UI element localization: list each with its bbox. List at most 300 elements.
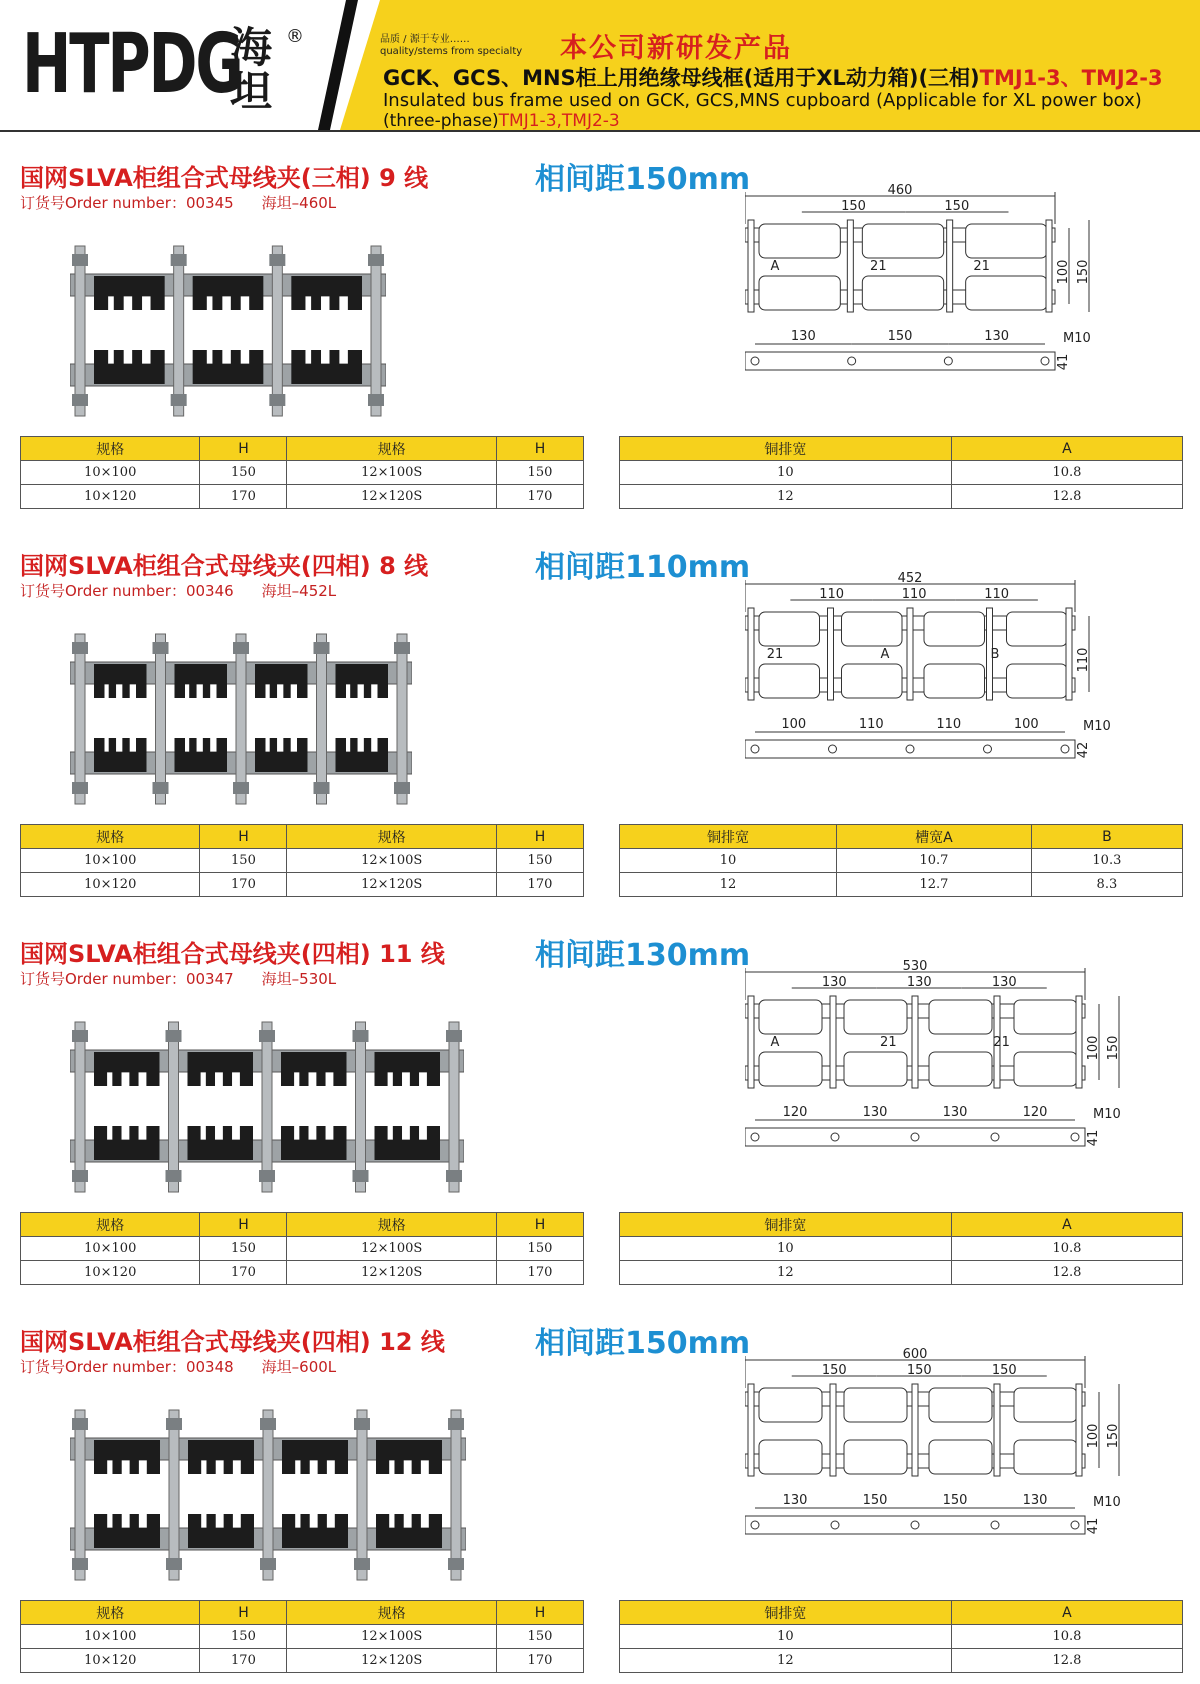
rod-outline xyxy=(1076,996,1082,1088)
support-rod xyxy=(169,1022,179,1192)
table-header-cell: 铜排宽 xyxy=(620,825,837,849)
nut xyxy=(354,1558,370,1570)
rod-outline xyxy=(830,996,836,1088)
total-dimension-label: 452 xyxy=(897,572,923,586)
clamp-top xyxy=(94,1052,160,1086)
table-row xyxy=(620,1237,1183,1261)
table-row xyxy=(620,1625,1183,1649)
technical-drawing xyxy=(745,960,1145,1160)
base-dimension-label: 130 xyxy=(862,1105,888,1120)
table-row xyxy=(21,1625,584,1649)
base-dimension-label: 130 xyxy=(782,1493,808,1508)
module-dimension-label: 150 xyxy=(906,1363,932,1378)
phase-spacing: 相间距130mm xyxy=(535,938,751,973)
nut xyxy=(171,254,187,266)
nut xyxy=(314,642,330,654)
product-section xyxy=(0,532,1200,920)
rod-outline xyxy=(912,1384,918,1476)
clamp-outline-top xyxy=(966,224,1047,258)
model-code: 海坦–460L xyxy=(261,194,337,212)
nut xyxy=(448,1558,464,1570)
table-cell: 12.8 xyxy=(951,1261,1182,1285)
table-cell: 12 xyxy=(620,1261,952,1285)
clamp-outline-top xyxy=(842,612,903,646)
module-dimension-label: 130 xyxy=(821,975,847,990)
clamp-outline-top xyxy=(759,612,820,646)
support-rod xyxy=(156,634,166,804)
order-info xyxy=(20,1356,336,1377)
clamp-outline-bottom xyxy=(759,1440,822,1474)
logo-text: HTPDG xyxy=(22,17,242,112)
height-inner-label: 100 xyxy=(1086,1035,1101,1061)
nut xyxy=(394,642,410,654)
table-row xyxy=(21,485,584,509)
table-header-cell: B xyxy=(1031,825,1182,849)
thickness-label: 41 xyxy=(1086,1129,1101,1147)
base-dimension-label: 130 xyxy=(790,329,816,344)
table-header-cell: 规格 xyxy=(287,437,496,461)
table-cell: 12 xyxy=(620,873,837,897)
support-rod xyxy=(449,1022,459,1192)
table-cell: 150 xyxy=(496,1237,583,1261)
header-subtitle xyxy=(383,62,1163,92)
clamp-top xyxy=(94,1440,160,1474)
height-inner-label: 100 xyxy=(1056,259,1071,285)
support-rod xyxy=(262,1022,272,1192)
clamp-top xyxy=(336,664,389,698)
support-rod xyxy=(75,1022,85,1192)
base-dimension-label: 110 xyxy=(936,717,962,732)
clamp-top xyxy=(188,1440,254,1474)
base-strip xyxy=(745,1128,1085,1146)
model-code: 海坦–600L xyxy=(261,1358,337,1376)
table-row xyxy=(21,1649,584,1673)
height-outer-label: 150 xyxy=(1106,1035,1121,1061)
table-row xyxy=(620,1261,1183,1285)
thickness-label: 42 xyxy=(1076,741,1091,759)
section-title: 国网SLVA柜组合式母线夹(三相) 9 线 xyxy=(20,164,429,192)
clamp-outline-bottom xyxy=(966,276,1047,310)
table-row xyxy=(620,849,1183,873)
clamp-bottom xyxy=(188,1514,254,1548)
clamp-outline-bottom xyxy=(1007,664,1068,698)
table-cell: 12×100S xyxy=(287,849,496,873)
phase-spacing: 相间距110mm xyxy=(535,550,751,585)
english-line-2 xyxy=(383,111,620,131)
order-number: 订货号Order number：00346 xyxy=(20,582,234,600)
copper-table xyxy=(619,436,1183,509)
rod-outline xyxy=(947,220,953,312)
rod-outline xyxy=(1076,1384,1082,1476)
english-line-2-red: TMJ1-3,TMJ2-3 xyxy=(498,111,620,131)
detail-label: B xyxy=(990,647,1000,662)
product-photo xyxy=(70,236,386,426)
rod-outline xyxy=(748,1384,754,1476)
nut xyxy=(368,254,384,266)
table-cell: 170 xyxy=(496,873,583,897)
clamp-bottom xyxy=(193,350,264,384)
total-dimension-label: 530 xyxy=(902,960,928,974)
nut xyxy=(153,782,169,794)
nut xyxy=(72,1418,88,1430)
support-rod xyxy=(263,1410,273,1580)
table-cell: 150 xyxy=(496,849,583,873)
copper-table xyxy=(619,1600,1183,1673)
clamp-top xyxy=(255,664,308,698)
clamp-bottom xyxy=(94,738,147,772)
table-cell: 12×100S xyxy=(287,1625,496,1649)
model-code: 海坦–452L xyxy=(261,582,337,600)
model-code: 海坦–530L xyxy=(261,970,337,988)
nut xyxy=(260,1558,276,1570)
module-dimension-label: 150 xyxy=(991,1363,1017,1378)
clamp-outline-top xyxy=(1014,1000,1077,1034)
table-cell: 12×120S xyxy=(287,1261,496,1285)
table-header-cell: A xyxy=(951,1601,1182,1625)
clamp-top xyxy=(282,1440,348,1474)
table-header-cell: H xyxy=(200,825,287,849)
table-cell: 150 xyxy=(496,461,583,485)
nut xyxy=(353,1030,369,1042)
table-header-cell: A xyxy=(951,1213,1182,1237)
table-header-cell: A xyxy=(951,437,1182,461)
table-cell: 12.8 xyxy=(951,485,1182,509)
clamp-outline-bottom xyxy=(842,664,903,698)
table-cell: 10.8 xyxy=(951,461,1182,485)
nut xyxy=(233,782,249,794)
table-row xyxy=(620,485,1183,509)
clamp-outline-top xyxy=(759,224,840,258)
clamp-top xyxy=(376,1440,442,1474)
clamp-bottom xyxy=(94,1514,160,1548)
rod-outline xyxy=(748,220,754,312)
base-dimension-label: 100 xyxy=(1013,717,1039,732)
base-dimension-label: 150 xyxy=(887,329,913,344)
clamp-outline-bottom xyxy=(759,664,820,698)
table-cell: 10 xyxy=(620,1625,952,1649)
module-dimension-label: 150 xyxy=(841,199,866,214)
nut xyxy=(394,782,410,794)
product-photo xyxy=(70,624,412,814)
clamp-outline-top xyxy=(844,1388,907,1422)
brand-box xyxy=(0,0,340,130)
nut xyxy=(368,394,384,406)
table-header-cell: 规格 xyxy=(21,825,200,849)
table-header-cell: 规格 xyxy=(287,1601,496,1625)
clamp-bottom xyxy=(375,1126,441,1160)
table-header-row xyxy=(21,825,584,849)
height-inner-label: 100 xyxy=(1086,1423,1101,1449)
table-row xyxy=(620,1649,1183,1673)
clamp-outline-top xyxy=(1007,612,1068,646)
section-title: 国网SLVA柜组合式母线夹(四相) 8 线 xyxy=(20,552,429,580)
clamp-outline-top xyxy=(759,1388,822,1422)
copper-table xyxy=(619,1212,1183,1285)
rod-outline xyxy=(748,608,754,700)
subtitle-black: GCK、GCS、MNS柜上用绝缘母线框(适用于XL动力箱)(三相) xyxy=(383,66,980,90)
table-header-cell: 铜排宽 xyxy=(620,1213,952,1237)
order-number: 订货号Order number：00347 xyxy=(20,970,234,988)
nut xyxy=(166,1418,182,1430)
detail-label: A xyxy=(880,647,890,662)
clamp-outline-bottom xyxy=(929,1052,992,1086)
table-cell: 12×100S xyxy=(287,461,496,485)
table-cell: 10 xyxy=(620,461,952,485)
order-info xyxy=(20,192,336,213)
nut xyxy=(72,782,88,794)
nut xyxy=(314,782,330,794)
nut xyxy=(260,1418,276,1430)
table-header-row xyxy=(620,1213,1183,1237)
rod-outline xyxy=(1066,608,1072,700)
module-dimension-label: 110 xyxy=(901,587,927,602)
support-rod xyxy=(75,246,85,416)
table-cell: 170 xyxy=(496,1261,583,1285)
english-line-2-black: (three-phase) xyxy=(383,111,499,131)
table-cell: 150 xyxy=(200,1237,287,1261)
detail-label: 21 xyxy=(870,259,887,274)
clamp-outline-bottom xyxy=(1014,1440,1077,1474)
table-cell: 8.3 xyxy=(1031,873,1182,897)
table-header-cell: 规格 xyxy=(21,1213,200,1237)
thickness-label: 41 xyxy=(1086,1517,1101,1535)
clamp-bottom xyxy=(94,350,165,384)
table-cell: 170 xyxy=(200,1649,287,1673)
table-header-cell: 规格 xyxy=(287,825,496,849)
bolt-label: M10 xyxy=(1093,1495,1121,1510)
clamp-outline-bottom xyxy=(844,1052,907,1086)
rod-outline xyxy=(847,220,853,312)
table-cell: 10×100 xyxy=(21,1625,200,1649)
support-rod xyxy=(317,634,327,804)
nut xyxy=(72,394,88,406)
support-rod xyxy=(357,1410,367,1580)
table-header-cell: 铜排宽 xyxy=(620,437,952,461)
base-dimension-label: 150 xyxy=(862,1493,888,1508)
spec-table xyxy=(20,436,584,509)
table-cell: 10×100 xyxy=(21,461,200,485)
clamp-top xyxy=(175,664,228,698)
spec-table xyxy=(20,1600,584,1673)
clamp-bottom xyxy=(94,1126,160,1160)
table-cell: 12×120S xyxy=(287,873,496,897)
table-header-row xyxy=(620,437,1183,461)
base-strip xyxy=(745,740,1075,758)
table-cell: 10.8 xyxy=(951,1237,1182,1261)
clamp-bottom xyxy=(376,1514,442,1548)
base-strip xyxy=(745,352,1055,370)
table-row xyxy=(21,1237,584,1261)
clamp-outline-top xyxy=(924,612,985,646)
registered-mark: ® xyxy=(286,26,304,47)
clamp-outline-top xyxy=(862,224,943,258)
module-dimension-label: 130 xyxy=(906,975,932,990)
total-dimension-label: 600 xyxy=(902,1348,928,1362)
table-cell: 150 xyxy=(496,1625,583,1649)
nut xyxy=(448,1418,464,1430)
table-row xyxy=(21,849,584,873)
order-info xyxy=(20,580,336,601)
nut xyxy=(353,1170,369,1182)
detail-label: A xyxy=(770,259,780,274)
height-outer-label: 150 xyxy=(1076,259,1091,285)
detail-label: 21 xyxy=(880,1035,897,1050)
clamp-top xyxy=(281,1052,347,1086)
phase-spacing: 相间距150mm xyxy=(535,1326,751,1361)
section-title: 国网SLVA柜组合式母线夹(四相) 12 线 xyxy=(20,1328,445,1356)
clamp-outline-top xyxy=(929,1000,992,1034)
table-header-cell: H xyxy=(200,1601,287,1625)
thickness-label: 41 xyxy=(1056,353,1071,371)
clamp-outline-bottom xyxy=(862,276,943,310)
table-header-cell: 槽宽A xyxy=(837,825,1032,849)
nut xyxy=(166,1170,182,1182)
product-section xyxy=(0,920,1200,1308)
support-rod xyxy=(451,1410,461,1580)
support-rod xyxy=(356,1022,366,1192)
tagline-en: quality/stems from specialty xyxy=(380,46,523,57)
nut xyxy=(446,1170,462,1182)
nut xyxy=(153,642,169,654)
table-cell: 10×120 xyxy=(21,873,200,897)
table-cell: 10.3 xyxy=(1031,849,1182,873)
base-dimension-label: 130 xyxy=(1022,1493,1048,1508)
rod-outline xyxy=(748,996,754,1088)
nut xyxy=(72,642,88,654)
total-dimension-label: 460 xyxy=(887,184,913,198)
clamp-outline-bottom xyxy=(844,1440,907,1474)
clamp-bottom xyxy=(282,1514,348,1548)
nut xyxy=(446,1030,462,1042)
base-dimension-label: 130 xyxy=(942,1105,968,1120)
table-cell: 10×100 xyxy=(21,849,200,873)
base-dimension-label: 130 xyxy=(984,329,1010,344)
technical-drawing xyxy=(745,184,1115,384)
detail-label: 21 xyxy=(973,259,990,274)
clamp-outline-top xyxy=(844,1000,907,1034)
support-rod xyxy=(272,246,282,416)
rod-outline xyxy=(907,608,913,700)
table-cell: 12×120S xyxy=(287,1649,496,1673)
clamp-top xyxy=(94,276,165,310)
module-dimension-label: 110 xyxy=(819,587,845,602)
nut xyxy=(72,1030,88,1042)
table-header-cell: H xyxy=(496,1601,583,1625)
phase-spacing: 相间距150mm xyxy=(535,162,751,197)
table-header-row xyxy=(21,1601,584,1625)
table-cell: 170 xyxy=(496,1649,583,1673)
clamp-outline-bottom xyxy=(759,276,840,310)
product-section xyxy=(0,144,1200,532)
base-dimension-label: 110 xyxy=(858,717,884,732)
logo-chinese: 海坦 xyxy=(230,23,273,116)
base-dimension-label: 150 xyxy=(942,1493,968,1508)
table-cell: 12.7 xyxy=(837,873,1032,897)
clamp-outline-bottom xyxy=(924,664,985,698)
clamp-bottom xyxy=(281,1126,347,1160)
base-strip xyxy=(745,1516,1085,1534)
clamp-top xyxy=(291,276,362,310)
table-row xyxy=(620,461,1183,485)
table-cell: 10.7 xyxy=(837,849,1032,873)
support-rod xyxy=(75,1410,85,1580)
table-cell: 12.8 xyxy=(951,1649,1182,1673)
section-title: 国网SLVA柜组合式母线夹(四相) 11 线 xyxy=(20,940,445,968)
height-outer-label: 150 xyxy=(1106,1423,1121,1449)
table-cell: 150 xyxy=(200,849,287,873)
table-header-row xyxy=(21,1213,584,1237)
clamp-bottom xyxy=(175,738,228,772)
table-cell: 10.8 xyxy=(951,1625,1182,1649)
table-row xyxy=(21,873,584,897)
table-header-cell: 规格 xyxy=(21,1601,200,1625)
clamp-top xyxy=(94,664,147,698)
support-rod xyxy=(371,246,381,416)
table-cell: 12×120S xyxy=(287,485,496,509)
nut xyxy=(171,394,187,406)
table-header-cell: H xyxy=(200,1213,287,1237)
clamp-top xyxy=(188,1052,254,1086)
nut xyxy=(72,1170,88,1182)
support-rod xyxy=(174,246,184,416)
clamp-outline-top xyxy=(929,1388,992,1422)
clamp-top xyxy=(193,276,264,310)
clamp-outline-bottom xyxy=(759,1052,822,1086)
table-row xyxy=(620,873,1183,897)
base-dimension-label: 120 xyxy=(1022,1105,1048,1120)
copper-table xyxy=(619,824,1183,897)
nut xyxy=(72,1558,88,1570)
table-cell: 150 xyxy=(200,461,287,485)
rod-outline xyxy=(830,1384,836,1476)
table-cell: 10 xyxy=(620,1237,952,1261)
nut xyxy=(269,394,285,406)
table-cell: 10×100 xyxy=(21,1237,200,1261)
clamp-bottom xyxy=(336,738,389,772)
clamp-bottom xyxy=(255,738,308,772)
support-rod xyxy=(236,634,246,804)
product-section xyxy=(0,1308,1200,1684)
table-row xyxy=(21,1261,584,1285)
table-cell: 10×120 xyxy=(21,1649,200,1673)
nut xyxy=(269,254,285,266)
bolt-label: M10 xyxy=(1083,719,1111,734)
base-dimension-label: 100 xyxy=(781,717,807,732)
height-inner-label: 110 xyxy=(1076,647,1091,673)
clamp-outline-bottom xyxy=(929,1440,992,1474)
spec-table xyxy=(20,1212,584,1285)
tagline xyxy=(380,34,522,58)
table-row xyxy=(21,461,584,485)
nut xyxy=(259,1030,275,1042)
table-header-cell: H xyxy=(496,1213,583,1237)
table-header-cell: H xyxy=(496,825,583,849)
table-cell: 150 xyxy=(200,1625,287,1649)
order-number: 订货号Order number：00345 xyxy=(20,194,234,212)
nut xyxy=(259,1170,275,1182)
nut xyxy=(72,254,88,266)
table-cell: 10×120 xyxy=(21,485,200,509)
module-dimension-label: 150 xyxy=(944,199,970,214)
technical-drawing xyxy=(745,572,1135,772)
bolt-label: M10 xyxy=(1063,331,1091,346)
table-cell: 170 xyxy=(496,485,583,509)
support-rod xyxy=(397,634,407,804)
english-line-1: Insulated bus frame used on GCK, GCS,MNS cupboard (Applicable for XL power box) xyxy=(383,90,1142,111)
clamp-bottom xyxy=(291,350,362,384)
bolt-label: M10 xyxy=(1093,1107,1121,1122)
clamp-top xyxy=(375,1052,441,1086)
